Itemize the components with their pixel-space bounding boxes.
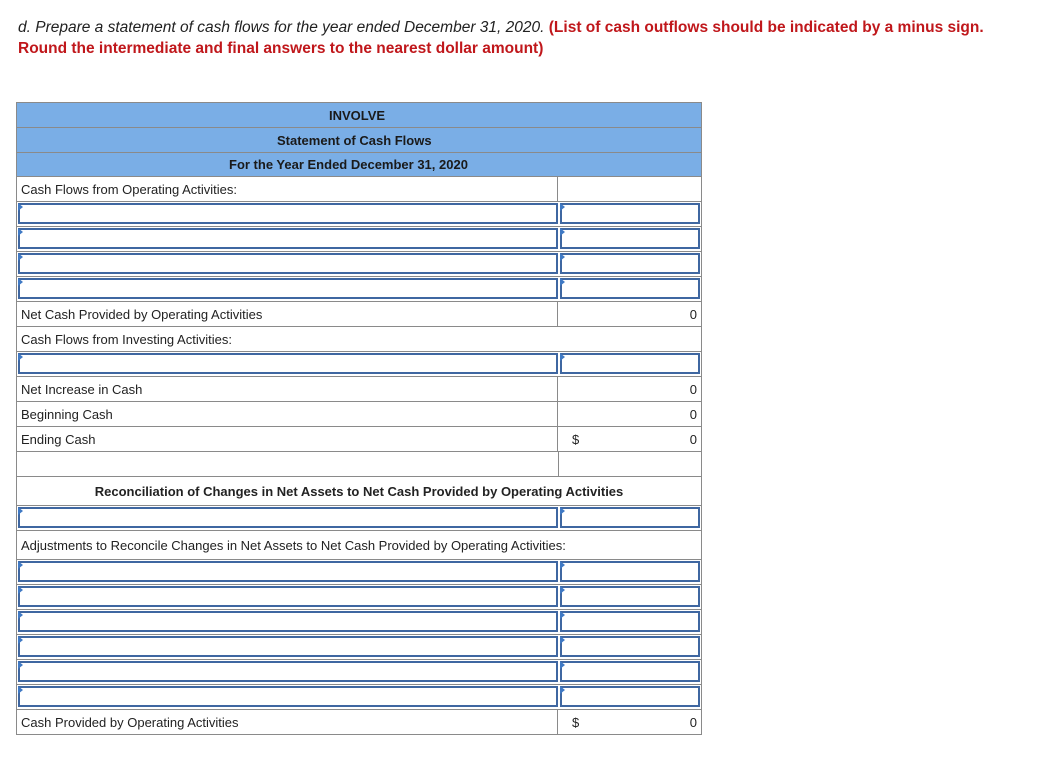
net-operating-value: 0 xyxy=(689,306,697,322)
ending-cash-value: 0 xyxy=(689,431,697,447)
ending-cash-row xyxy=(16,427,702,452)
operating-input-row xyxy=(16,227,702,252)
operating-input-row xyxy=(16,277,702,302)
ending-cash-dollar-sign: $ xyxy=(572,431,580,447)
adjustment-input-row xyxy=(16,635,702,660)
ending-cash-label: Ending Cash xyxy=(17,427,558,451)
reconciliation-title: Reconciliation of Changes in Net Assets to Net Cash Provided by Operating Activities xyxy=(16,477,702,506)
instructions-lead: d. Prepare a statement of cash flows for the year ended December 31, 2020. xyxy=(18,19,545,36)
beginning-cash-value: 0 xyxy=(689,406,697,422)
cash-provided-dollar-sign: $ xyxy=(572,714,580,730)
adjustment-input-row xyxy=(16,685,702,710)
operating-input-row xyxy=(16,252,702,277)
operating-item-3-label-input[interactable] xyxy=(18,253,558,274)
statement-title: Statement of Cash Flows xyxy=(16,127,702,152)
operating-item-4-label-input[interactable] xyxy=(18,278,558,299)
instructions xyxy=(18,17,1033,59)
cash-provided-label: Cash Provided by Operating Activities xyxy=(17,710,558,734)
operating-item-2-label-input[interactable] xyxy=(18,228,558,249)
investing-item-1-amount-input[interactable] xyxy=(560,353,700,374)
investing-input-row xyxy=(16,352,702,377)
change-in-net-assets-amount-input[interactable] xyxy=(560,507,700,528)
adjustment-input-row xyxy=(16,585,702,610)
net-increase-row xyxy=(16,377,702,402)
change-in-net-assets-label-input[interactable] xyxy=(18,507,558,528)
spacer-row xyxy=(16,452,702,477)
instructions-note: (List of cash outflows should be indicated by a minus sign. Round the intermediate and final answers to the nearest dollar amount) xyxy=(18,19,984,57)
net-increase-label: Net Increase in Cash xyxy=(17,377,558,401)
operating-item-3-amount-input[interactable] xyxy=(560,253,700,274)
adjustment-2-amount-input[interactable] xyxy=(560,586,700,607)
investing-item-1-label-input[interactable] xyxy=(18,353,558,374)
operating-item-2-amount-input[interactable] xyxy=(560,228,700,249)
adjustment-1-amount-input[interactable] xyxy=(560,561,700,582)
cash-provided-row xyxy=(16,710,702,735)
adjustments-header: Adjustments to Reconcile Changes in Net Assets to Net Cash Provided by Operating Activities: xyxy=(16,531,702,560)
adjustment-5-amount-input[interactable] xyxy=(560,661,700,682)
cash-provided-value: 0 xyxy=(689,714,697,730)
operating-item-4-amount-input[interactable] xyxy=(560,278,700,299)
adjustment-4-label-input[interactable] xyxy=(18,636,558,657)
investing-header: Cash Flows from Investing Activities: xyxy=(16,327,702,352)
cash-flow-statement xyxy=(16,102,702,735)
adjustment-input-row xyxy=(16,660,702,685)
adjustment-1-label-input[interactable] xyxy=(18,561,558,582)
reconciliation-input-row xyxy=(16,506,702,531)
adjustment-3-amount-input[interactable] xyxy=(560,611,700,632)
operating-header: Cash Flows from Operating Activities: xyxy=(17,177,558,201)
net-operating-row xyxy=(16,302,702,327)
operating-input-row xyxy=(16,202,702,227)
net-increase-value: 0 xyxy=(689,381,697,397)
adjustment-6-amount-input[interactable] xyxy=(560,686,700,707)
adjustment-input-row xyxy=(16,560,702,585)
statement-period: For the Year Ended December 31, 2020 xyxy=(16,152,702,177)
adjustment-2-label-input[interactable] xyxy=(18,586,558,607)
company-name: INVOLVE xyxy=(16,102,702,127)
adjustment-6-label-input[interactable] xyxy=(18,686,558,707)
adjustment-3-label-input[interactable] xyxy=(18,611,558,632)
operating-item-1-amount-input[interactable] xyxy=(560,203,700,224)
operating-header-row xyxy=(16,177,702,202)
beginning-cash-row xyxy=(16,402,702,427)
adjustment-4-amount-input[interactable] xyxy=(560,636,700,657)
adjustment-5-label-input[interactable] xyxy=(18,661,558,682)
operating-item-1-label-input[interactable] xyxy=(18,203,558,224)
adjustment-input-row xyxy=(16,610,702,635)
beginning-cash-label: Beginning Cash xyxy=(17,402,558,426)
net-operating-label: Net Cash Provided by Operating Activities xyxy=(17,302,558,326)
